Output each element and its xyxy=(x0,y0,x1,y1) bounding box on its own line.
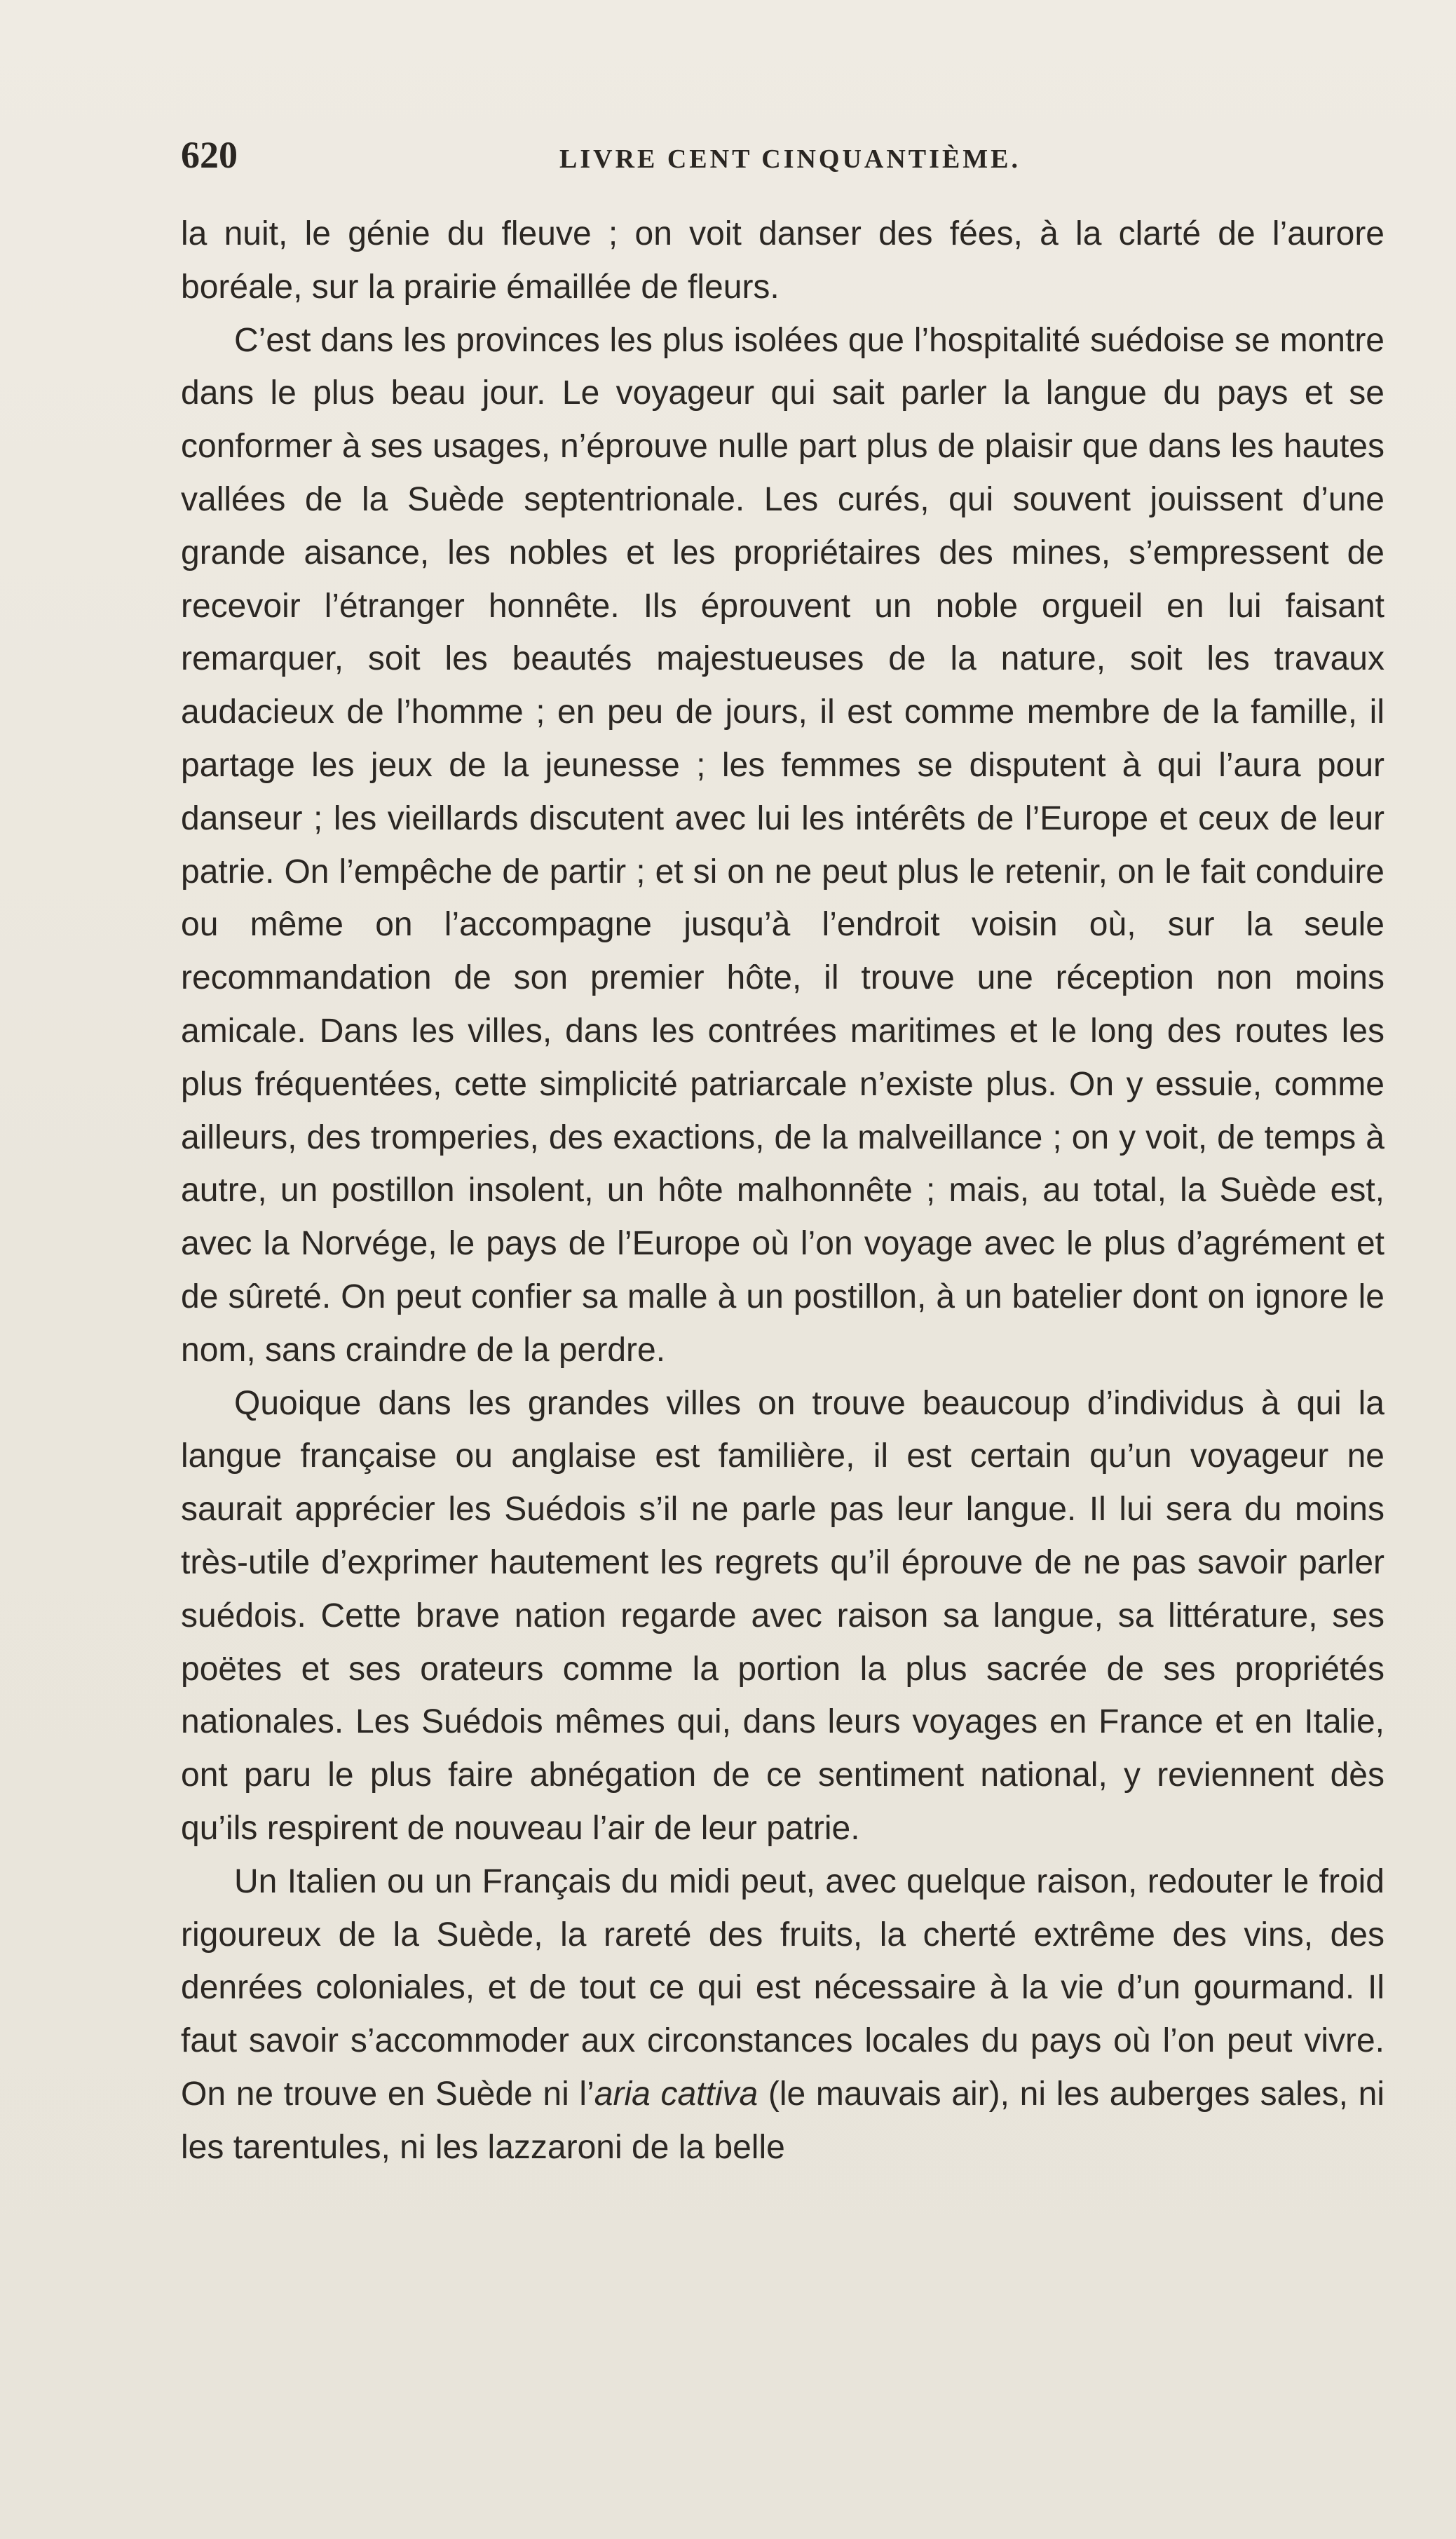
page-header xyxy=(181,130,1383,180)
body-text xyxy=(181,208,1384,2174)
running-head: LIVRE CENT CINQUANTIÈME. xyxy=(559,144,1021,174)
paragraph-3: Quoique dans les grandes villes on trouve beaucoup d’individus à qui la langue française ou anglaise est familière, il est certain qu’un voyageur ne saurait apprécier les Suédois s’il ne parle pas leur langue. Il lui sera du moins très-utile d’exprimer hautement les regrets qu’il éprouve de ne pas savoir parler suédois. Cette brave nation regarde avec raison sa langue, sa littérature, ses poëtes et ses orateurs comme la portion la plus sacrée de ses propriétés nationales. Les Suédois mêmes qui, dans leurs voyages en France et en Italie, ont paru le plus faire abnégation de ce sentiment national, y reviennent dès qu’ils respirent de nouveau l’air de leur patrie. xyxy=(181,1384,1384,1847)
paragraph-4 xyxy=(181,1855,1384,2174)
page-number: 620 xyxy=(181,134,238,176)
paragraph-4-text-start: Un Italien ou un Français du midi peut, avec quelque raison, redouter le froid rigoureux de la Suède, la rareté des fruits, la cherté extrême des vins, des denrées coloniales, et de tout ce qui est nécessaire à la vie d’un gourmand. Il faut savoir s’accommoder aux circonstances locales du pays où l’on peut vivre. On ne trouve en Suède ni l’ xyxy=(181,1862,1384,2113)
italic-phrase: aria cattiva xyxy=(594,2075,758,2113)
paragraph-4-text-end: (le mauvais air), ni les auberges sales, ni les tarentules, ni les lazzaroni de la belle xyxy=(181,2075,1384,2166)
paragraph-1: la nuit, le génie du fleuve ; on voit danser des fées, à la clarté de l’aurore boréale, sur la prairie émaillée de fleurs. xyxy=(181,215,1384,306)
paragraph-2: C’est dans les provinces les plus isolées que l’hospitalité suédoise se montre dans le plus beau jour. Le voyageur qui sait parler la langue du pays et se conformer à ses usages, n’éprouve nulle part plus de plaisir que dans les hautes vallées de la Suède septentrionale. Les curés, qui souvent jouissent d’une grande aisance, les nobles et les propriétaires des mines, s’empressent de recevoir l’étranger honnête. Ils éprouvent un noble orgueil en lui faisant remarquer, soit les beautés majestueuses de la nature, soit les travaux audacieux de l’homme ; en peu de jours, il est comme membre de la famille, il partage les jeux de la jeunesse ; les femmes se disputent à qui l’aura pour danseur ; les vieillards discutent avec lui les intérêts de l’Europe et ceux de leur patrie. On l’empêche de partir ; et si on ne peut plus le retenir, on le fait conduire ou même on l’accompagne jusqu’à l’endroit voisin où, sur la seule recommandation de son premier hôte, il trouve une réception non moins amicale. Dans les villes, dans les contrées maritimes et le long des routes les plus fréquentées, cette simplicité patriarcale n’existe plus. On y essuie, comme ailleurs, des tromperies, des exactions, de la malveillance ; on y voit, de temps à autre, un postillon insolent, un hôte malhonnête ; mais, au total, la Suède est, avec la Norvége, le pays de l’Europe où l’on voyage avec le plus d’agrément et de sûreté. On peut confier sa malle à un postillon, à un batelier dont on ignore le nom, sans craindre de la perdre. xyxy=(181,321,1384,1369)
